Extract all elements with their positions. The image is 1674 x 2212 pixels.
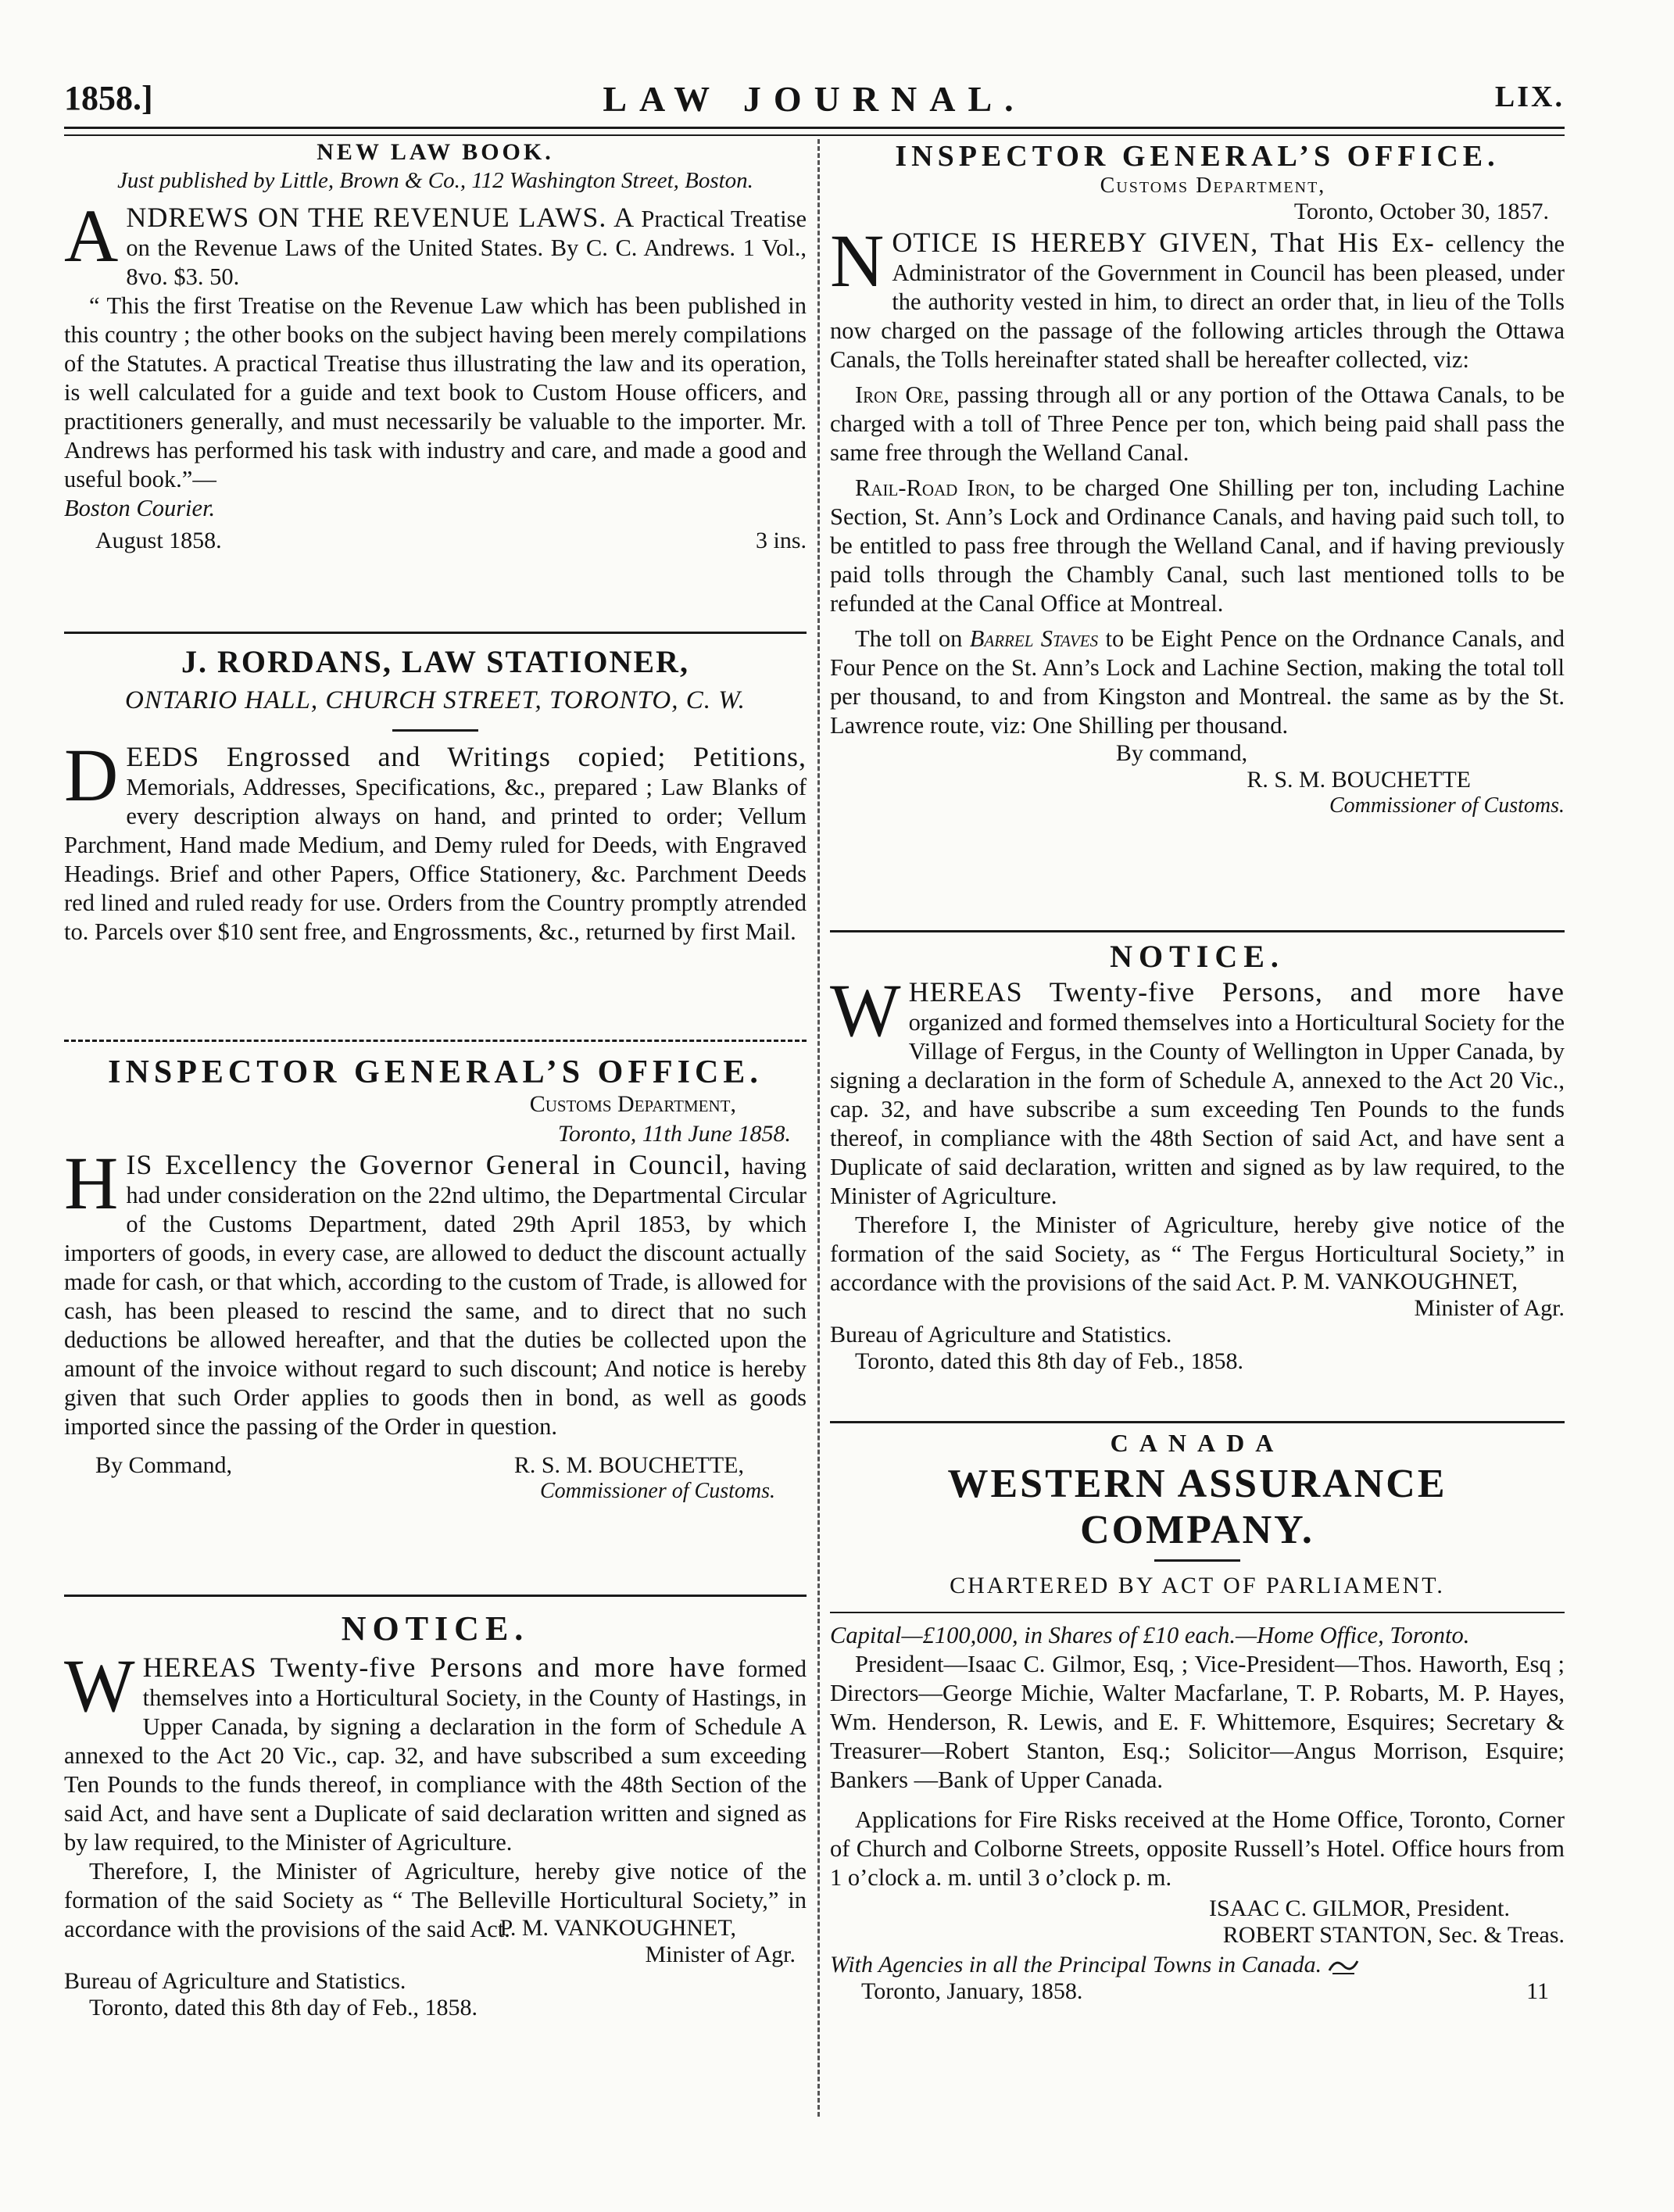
- signer-name: P. M. VANKOUGHNET,: [499, 1915, 736, 1941]
- section-heading: NEW LAW BOOK.: [317, 139, 554, 165]
- year-label: 1858.]: [64, 79, 153, 117]
- capital-line: Capital—£100,000, in Shares of £10 each.—Home Office, Toronto.: [830, 1622, 1470, 1648]
- signer-title: Commissioner of Customs.: [1329, 793, 1565, 818]
- assurance-heading: WESTERN ASSURANCE COMPANY.: [947, 1462, 1447, 1552]
- inspector-lead: IS Excellency the Governor General in Council,: [126, 1149, 731, 1180]
- rordans-lead: EEDS Engrossed and Writings copied; Petitions,: [126, 741, 807, 772]
- section-rule: [64, 1040, 807, 1042]
- dated-line: Toronto, dated this 8th day of Feb., 1858.: [855, 1348, 1244, 1374]
- book-description: Practical Treatise on the Revenue Laws of the United States. By C. C. Andrews. 1 Vol., 8vo. $3. 50.: [126, 206, 807, 290]
- toll-item-iron-ore: Iron Ore, passing through all or any portion of the Ottawa Canals, to be charged with a toll of Three Pence per ton, which being paid shall pass the same free through the Welland Canal.: [830, 381, 1565, 466]
- notice-lead: HEREAS Twenty-five Persons, and more have: [908, 976, 1565, 1008]
- notice-therefore: Therefore, I, the Minister of Agriculture, hereby give notice of the formation of the said Society as “ The Belleville Horticultural Society,” in accordance with the provisions of the said Act.: [64, 1858, 807, 1942]
- drop-cap: A: [64, 194, 119, 277]
- drop-cap: N: [830, 219, 885, 302]
- notice-text: organized and formed themselves into a Horticultural Society for the Village of Fergus, in the County of Wellington in Upper Canada, by signing a declaration in the form of Schedule A, annexed to the Act 20 Vic., cap. 32, and have subscribe a sum exceeding Ten Pounds to the funds thereof, in compliance with the 48th Section of said Act, and have sent a Duplicate of said declaration, written and signed as by law required, to the Minister of Agriculture.: [830, 1009, 1565, 1209]
- assurance-kicker: CANADA: [1110, 1429, 1285, 1457]
- rule: [830, 1612, 1565, 1613]
- notice-body: [830, 968, 1565, 1211]
- signer-name: P. M. VANKOUGHNET,: [1281, 1269, 1518, 1294]
- notice-text: formed themselves into a Horticultural Society, in the County of Hastings, in Upper Canada, by signing a declaration in the form of Schedule A annexed to the Act 20 Vic., cap. 32, and have subscribed a sum exceeding Ten Pounds to the funds thereof, in compliance with the 48th Section of the said Act, and have sent a Duplicate of said declaration written and signed as by law required, to the Minister of Agriculture.: [64, 1655, 807, 1856]
- inspector-notice-left: [64, 1054, 807, 1504]
- notice-date: Toronto, 11th June 1858.: [557, 1121, 791, 1147]
- signer-title: Commissioner of Customs.: [539, 1479, 775, 1503]
- secretary-signature: ROBERT STANTON, Sec. & Treas.: [1222, 1922, 1565, 1948]
- section-heading: NOTICE.: [341, 1609, 530, 1648]
- drop-cap: D: [64, 733, 119, 817]
- short-rule: [392, 729, 478, 732]
- section-heading: J. RORDANS, LAW STATIONER,: [181, 644, 689, 679]
- signature-row: [64, 1452, 807, 1479]
- section-heading: NOTICE.: [1110, 939, 1285, 974]
- head-rule-top: [64, 127, 1565, 129]
- inspector-notice-right: [830, 139, 1565, 818]
- section-heading: INSPECTOR GENERAL’S OFFICE.: [108, 1054, 763, 1090]
- notice-therefore: Therefore I, the Minister of Agriculture, hereby give notice of the formation of the said Society, as “ The Fergus Horticultural Society,” in accordance with the provisions of the said Act.: [830, 1212, 1565, 1296]
- rordans-text: Memorials, Addresses, Specifications, &c., prepared ; Law Blanks of every description always on hand, and printed to order; Vellum Parchment, Hand made Medium, and Demy ruled for Deeds, with Engraved Headings. Brief and other Papers, Office Stationery, &c. Parchment Deeds red lined and ruled ready for use. Orders from the Country promptly atrended to. Parcels over $10 sent free, and Engrossments, &c., returned by first Mail.: [64, 774, 807, 945]
- running-head: [64, 78, 1565, 125]
- toll-item-rail-iron: Rail-Road Iron, to be charged One Shilling per ton, including Lachine Section, St. Ann’s Lock and Ordinance Canals, and having paid such toll, to be entitled to pass free through the Welland Canal, and if having previously paid tolls through the Chambly Canal, such last mentioned tolls to be refunded at the Canal Office at Montreal.: [830, 474, 1565, 617]
- assurance-insertions: 11: [1526, 1978, 1549, 2004]
- agencies-line: With Agencies in all the Principal Towns in Canada.: [830, 1952, 1565, 1978]
- section-rule: [64, 1595, 807, 1597]
- stationer-address: ONTARIO HALL, CHURCH STREET, TORONTO, C. W.: [125, 686, 746, 714]
- toll-item-barrel-staves: The toll on Barrel Staves to be Eight Pence on the Ordnance Canals, and Four Pence on the St. Ann’s Lock and Lachine Section, making the total toll per thousand, to and from Kingston and Montreal. the same as by the St. Lawrence route, viz: One Shilling per thousand.: [830, 625, 1565, 739]
- drop-cap: W: [830, 968, 901, 1052]
- rordans-ad: [64, 643, 807, 947]
- ad-date: August 1858.: [95, 528, 222, 553]
- inspector-text: cellency the Administrator of the Government in Council has been pleased, under the authority vested in him, to direct an order that, in lieu of the Tolls now charged on the passage of the following articles through the Ottawa Canals, the Tolls hereinafter stated shall be hereafter collected, viz:: [830, 231, 1565, 373]
- notice-body: [64, 1644, 807, 1857]
- page-number: LIX.: [1494, 81, 1565, 113]
- ad-insertions: 3 ins.: [755, 528, 807, 553]
- belleville-notice: [64, 1609, 807, 2021]
- publisher-line: Just published by Little, Brown & Co., 112 Washington Street, Boston.: [117, 168, 753, 193]
- inspector-body: [830, 219, 1565, 374]
- by-command: By command,: [1115, 740, 1248, 766]
- drop-cap: W: [64, 1644, 135, 1727]
- section-rule: [64, 632, 807, 634]
- inspector-body: [64, 1141, 807, 1441]
- inspector-text: having had under consideration on the 22nd ultimo, the Departmental Circular of the Customs Department, dated 29th April 1853, by which importers of goods, in every case, are allowed to deduct the discount actually made for cash, or that which, according to the custom of Trade, is allowed for cash, has been pleased to rescind the same, and to direct that no such deductions be allowed hereafter, and that the duties be collected upon the amount of the invoice without regard to such discount; And notice is hereby given that such Order applies to goods then in bond, as well as goods imported since the passing of the Order in question.: [64, 1153, 807, 1440]
- review-quote: “ This the first Treatise on the Revenue Law which has been published in this country ; the other books on the subject having been merely compilations of the Statutes. A practical Treatise thus illustrating the law and its operation, is well calculated for a guide and text book to Custom House officers, and practitioners generally, and must necessarily be valuable to the importer. Mr. Andrews has performed his task with industry and care, and made a good and useful book.”—: [64, 292, 807, 492]
- review-source: Boston Courier.: [64, 495, 216, 521]
- notice-date: Toronto, October 30, 1857.: [1293, 199, 1549, 224]
- section-rule: [830, 1421, 1565, 1423]
- officers-list: President—Isaac C. Gilmor, Esq, ; Vice-President—Thos. Haworth, Esq ; Directors—George Michie, Walter Macfarlane, T. P. Robarts, M. P. Hayes, Wm. Henderson, R. Lewis, and E. F. Whittemore, Esquires; Secretary & Treasurer—Robert Stanton, Esq.; Solicitor—Angus Morrison, Esquire; Bankers —Bank of Upper Canada.: [830, 1651, 1565, 1793]
- signer-name: R. S. M. BOUCHETTE: [1247, 767, 1471, 793]
- department-line: Customs Department,: [1100, 174, 1326, 198]
- assurance-dateline: [830, 1978, 1565, 2005]
- ad-dateline: [64, 528, 807, 554]
- fergus-notice: [830, 938, 1565, 1375]
- department-line: Customs Department,: [529, 1091, 736, 1117]
- rordans-body: [64, 733, 807, 947]
- book-title: NDREWS ON THE REVENUE LAWS. A: [126, 202, 635, 233]
- notice-lead: HEREAS Twenty-five Persons and more have: [142, 1652, 726, 1683]
- chartered-line: CHARTERED BY ACT OF PARLIAMENT.: [950, 1573, 1445, 1598]
- signer-title: Minister of Agr.: [1414, 1295, 1565, 1321]
- by-command: By Command,: [95, 1452, 233, 1478]
- applications-text: Applications for Fire Risks received at the Home Office, Toronto, Corner of Church and Colborne Streets, opposite Russell’s Hotel. Office hours from 1 o’clock a. m. until 3 o’clock p. m.: [830, 1806, 1565, 1891]
- assurance-date: Toronto, January, 1858.: [861, 1978, 1083, 2004]
- dated-line: Toronto, dated this 8th day of Feb., 1858.: [89, 1995, 478, 2021]
- bureau-line: Bureau of Agriculture and Statistics.: [830, 1322, 1172, 1348]
- president-signature: ISAAC C. GILMOR, President.: [1208, 1895, 1510, 1921]
- section-rule: [830, 930, 1565, 932]
- western-assurance-ad: [830, 1429, 1565, 2005]
- journal-title: LAW JOURNAL.: [603, 79, 1026, 119]
- inspector-lead: OTICE IS HEREBY GIVEN, That His Ex-: [892, 227, 1435, 258]
- signer-name: R. S. M. BOUCHETTE,: [513, 1452, 744, 1478]
- bureau-line: Bureau of Agriculture and Statistics.: [64, 1968, 406, 1994]
- signer-title: Minister of Agr.: [645, 1942, 796, 1967]
- column-divider: [817, 139, 820, 2117]
- short-rule: [1154, 1559, 1240, 1562]
- drop-cap: H: [64, 1141, 119, 1225]
- head-rule-bottom: [64, 134, 1565, 136]
- book-title-block: [64, 194, 807, 292]
- new-law-book-ad: [64, 139, 807, 554]
- section-heading: INSPECTOR GENERAL’S OFFICE.: [895, 140, 1500, 173]
- printer-ornament-icon: [1328, 1956, 1359, 1975]
